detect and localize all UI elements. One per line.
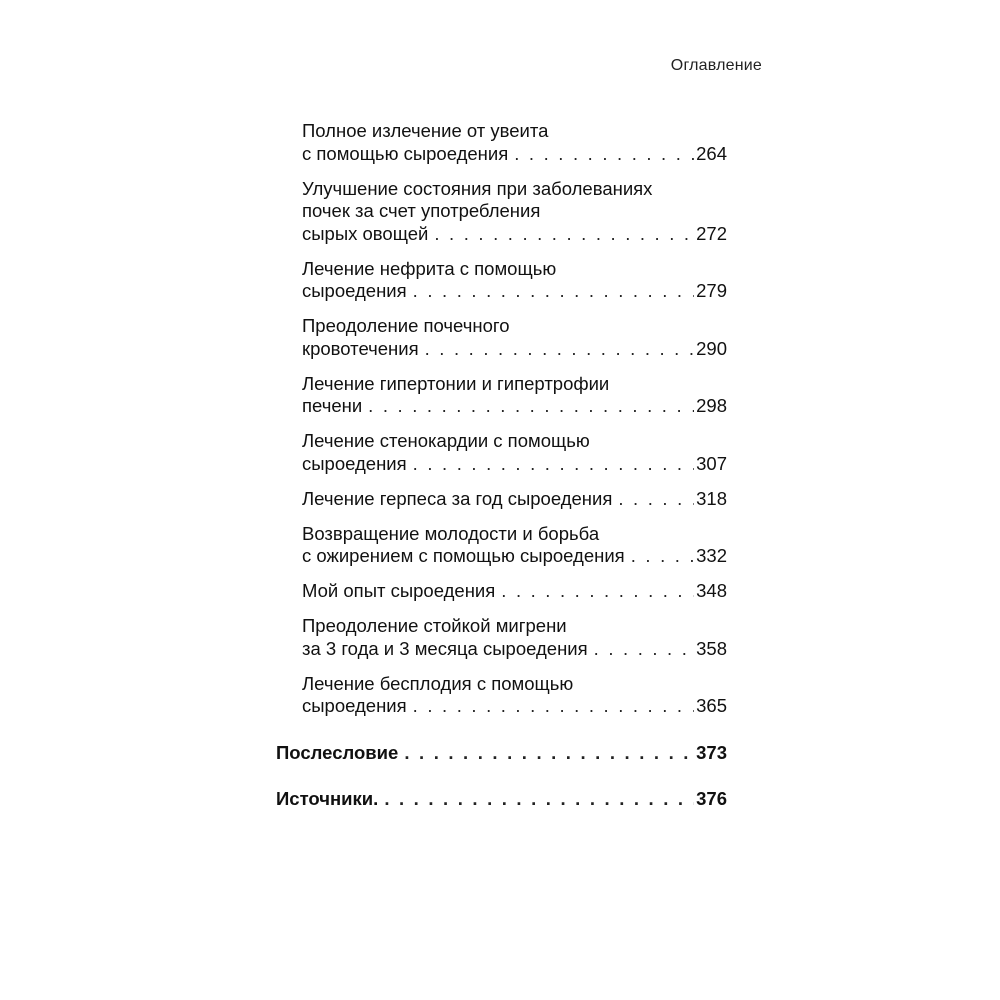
page-number: 264 <box>696 142 727 164</box>
toc-entry-line: печени <box>302 395 363 416</box>
toc-entry[interactable] <box>276 430 727 475</box>
toc-entry-line: кровотечения <box>302 337 419 359</box>
toc-entry[interactable] <box>276 373 727 418</box>
dot-leader <box>618 488 694 511</box>
toc-entry-line: сыроедения <box>302 280 407 301</box>
running-header: Оглавление <box>670 57 762 74</box>
dot-leader <box>368 395 694 418</box>
page-number: 318 <box>696 487 727 509</box>
toc-entry-line: за 3 года и 3 месяца сыроедения <box>302 637 588 659</box>
dot-leader <box>501 580 694 603</box>
page-number: 332 <box>696 545 727 566</box>
toc-entry[interactable] <box>276 178 727 246</box>
dot-leader <box>514 143 694 166</box>
dot-leader <box>413 280 694 303</box>
toc-entry-line: Лечение стенокардии с помощью <box>302 430 590 451</box>
toc-entry[interactable] <box>276 673 727 718</box>
toc-entry-line: с помощью сыроедения <box>302 142 509 164</box>
dot-leader <box>631 545 694 568</box>
toc-main-entry-afterword[interactable] <box>276 742 727 765</box>
table-of-contents <box>276 120 727 811</box>
dot-leader <box>413 695 694 718</box>
page-number: 298 <box>696 395 727 416</box>
page-number: 272 <box>696 222 727 244</box>
toc-entry[interactable] <box>276 315 727 360</box>
toc-entry-line: Возвращение молодости и борьба <box>302 522 600 544</box>
dot-leader <box>384 788 694 811</box>
toc-entry-line: Преодоление почечного <box>302 315 510 336</box>
page-number: 290 <box>696 337 727 359</box>
toc-entry[interactable] <box>276 488 727 511</box>
page-number: 373 <box>696 741 727 763</box>
dot-leader <box>413 453 694 476</box>
toc-entry-line: сыроедения <box>302 452 407 474</box>
page-number: 307 <box>696 452 727 474</box>
toc-entry-line: Лечение бесплодия с помощью <box>302 672 574 694</box>
dot-leader <box>425 338 695 361</box>
toc-entry[interactable] <box>276 523 727 568</box>
toc-entry[interactable] <box>276 615 727 660</box>
toc-entry[interactable] <box>276 580 727 603</box>
page-number: 365 <box>696 695 727 716</box>
toc-entry[interactable] <box>276 120 727 165</box>
page-number: 279 <box>696 280 727 301</box>
dot-leader <box>404 742 694 765</box>
toc-entry-line: Лечение гипертонии и гипертрофии <box>302 372 610 394</box>
toc-entry-line: почек за счет употребления <box>302 200 541 221</box>
toc-entry-line: Преодоление стойкой мигрени <box>302 615 567 636</box>
toc-main-entry-sources[interactable] <box>276 788 727 811</box>
toc-entry-line: сыроедения <box>302 695 407 716</box>
page-number: 376 <box>696 788 727 809</box>
toc-entry-line: Лечение нефрита с помощью <box>302 257 557 279</box>
toc-entry-line: Полное излечение от увеита <box>302 120 549 141</box>
toc-main-entry-title: Послесловие <box>276 741 399 763</box>
toc-entry-line: с ожирением с помощью сыроедения <box>302 545 625 566</box>
toc-entry-line: Улучшение состояния при заболеваниях <box>302 177 653 199</box>
toc-entry-line: сырых овощей <box>302 222 429 244</box>
page-number: 358 <box>696 637 727 659</box>
toc-entry-line: Мой опыт сыроедения <box>302 580 496 601</box>
toc-entry-line: Лечение герпеса за год сыроедения <box>302 487 613 509</box>
toc-main-entry-title: Источники. <box>276 788 379 809</box>
dot-leader <box>434 223 694 246</box>
dot-leader <box>594 638 694 661</box>
toc-entry[interactable] <box>276 258 727 303</box>
page-number: 348 <box>696 580 727 601</box>
